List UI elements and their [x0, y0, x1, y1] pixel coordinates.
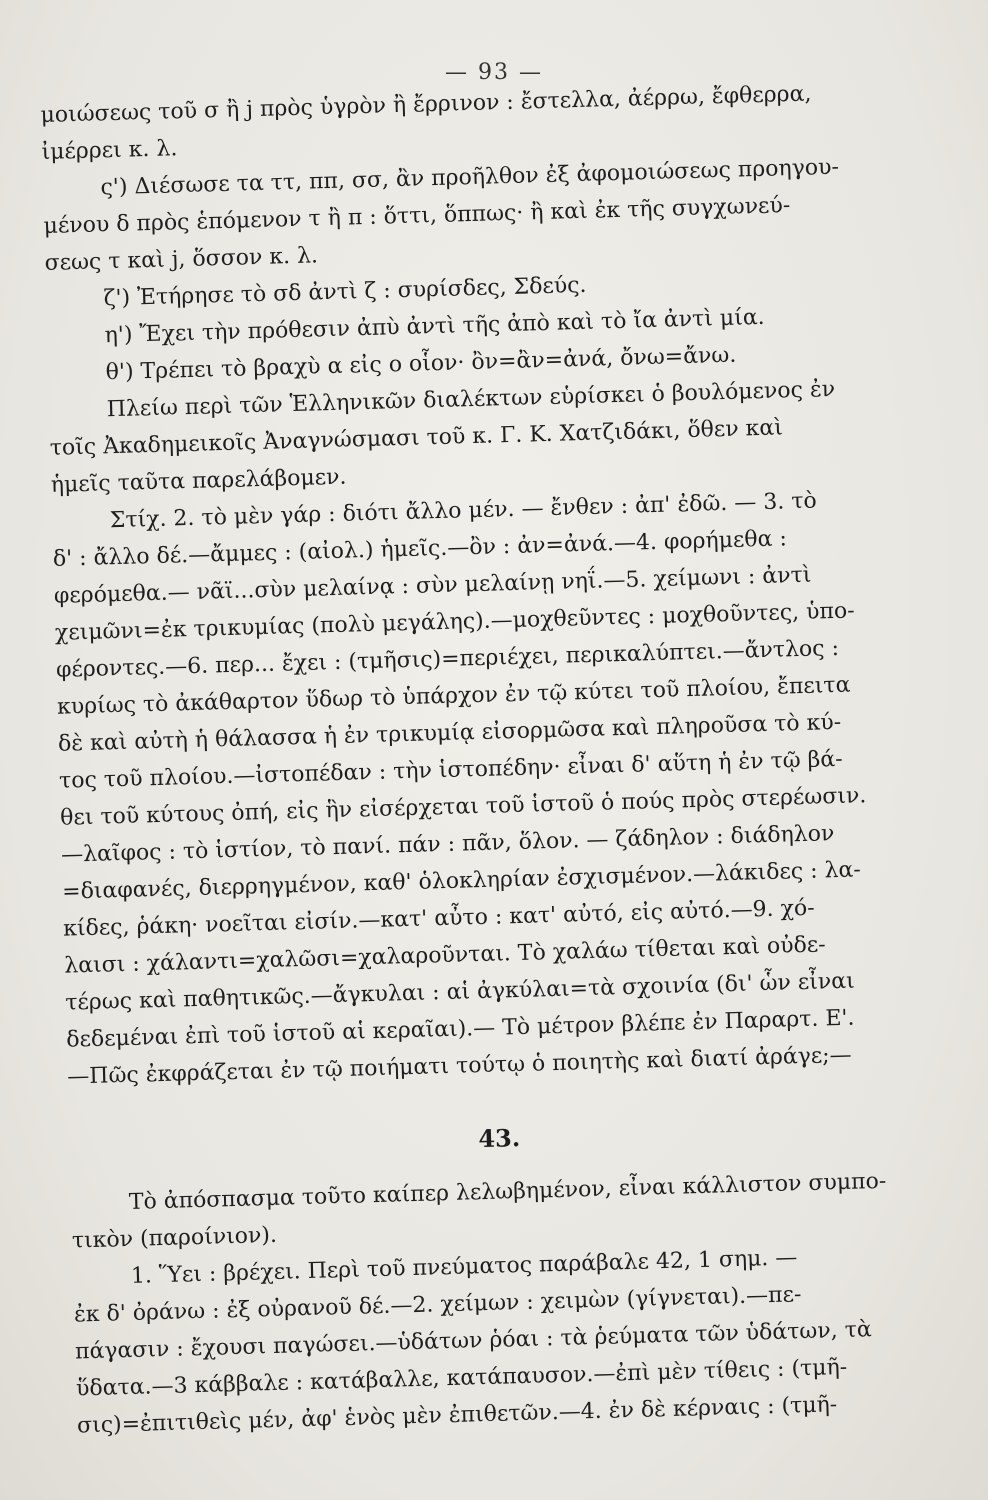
text-line: σεως τ καὶ j, ὅσσον κ. λ. — [44, 243, 319, 276]
text-line: δεδεμέναι ἐπὶ τοῦ ἱστοῦ αἱ κεραῖαι).— Τὸ μέτρον βλέπε ἐν Παραρτ. Ε'. — [65, 1005, 855, 1053]
text-line: ἡμεῖς ταῦτα παρελάβομεν. — [50, 464, 347, 498]
section-number: 43. — [477, 1123, 521, 1154]
text-line: δ' : ἄλλο δέ.—ἄμμες : (αἰολ.) ἡμεῖς.—ὂν : ἀν=ἀνά.—4. φορήμεθα : — [52, 526, 788, 572]
text-line: =διαφανές, διερρηγμένον, καθ' ὁλοκληρίαν ἐσχισμένον.—λάκιδες : λα- — [61, 857, 862, 905]
text-line: μένου δ πρὸς ἑπόμενον τ ἢ π : ὅττι, ὅππως· ἢ καὶ ἐκ τῆς συγχωνεύ- — [43, 193, 791, 239]
text-line: ς') Διέσωσε τα ττ, ππ, σσ, ἂν προῆλθον ἐξ ἀφομοιώσεως προηγου- — [100, 154, 840, 201]
text-line: μοιώσεως τοῦ σ ἢ j πρὸς ὑγρὸν ἢ ἔρρινον : ἔστελλα, ἀέρρω, ἔφθερρα, — [40, 81, 812, 128]
text-line: φέροντες.—6. περ... ἔχει : (τμῆσις)=περιέχει, περικαλύπτει.—ἄντλος : — [55, 635, 840, 683]
text-line: ἰμέρρει κ. λ. — [41, 136, 178, 165]
page-number: — 93 — — [445, 60, 543, 85]
text-line: θ') Τρέπει τὸ βραχὺ α εἰς ο οἷον· ὂν=ἂν=ἀνά, ὄνω=ἄνω. — [105, 342, 737, 386]
body-text — [40, 73, 937, 1444]
text-line: λαισι : χάλαντι=χαλῶσι=χαλαροῦνται. Τὸ χαλάω τίθεται καὶ οὐδε- — [63, 932, 826, 979]
text-line: Πλείω περὶ τῶν Ἑλληνικῶν διαλέκτων εὑρίσκει ὁ βουλόμενος ἐν — [106, 376, 836, 423]
text-line: —Πῶς ἐκφράζεται ἐν τῷ ποιήματι τούτῳ ὁ ποιητὴς καὶ διατί ἀράγε;— — [67, 1042, 852, 1090]
text-line: τέρως καὶ παθητικῶς.—ἄγκυλαι : αἱ ἀγκύλαι=τὰ σχοινία (δι' ὧν εἶναι — [64, 968, 856, 1016]
text-line: σις)=ἐπιτιθεὶς μέν, ἀφ' ἑνὸς μὲν ἐπιθετῶν.—4. ἐν δὲ κέρναις : (τμῆ- — [76, 1392, 838, 1439]
text-line: τικὸν (παροίνιον). — [71, 1222, 278, 1254]
text-line: ζ') Ἐτήρησε τὸ σδ ἀντὶ ζ : συρίσδες, Σδεύς. — [103, 272, 587, 312]
text-line: θει τοῦ κύτους ὀπή, εἰς ἣν εἰσέρχεται τοῦ ἱστοῦ ὁ πούς πρὸς στερέωσιν. — [59, 783, 867, 831]
text-line: κυρίως τὸ ἀκάθαρτον ὕδωρ τὸ ὑπάρχον ἐν τῷ κύτει τοῦ πλοίου, ἔπειτα — [56, 672, 851, 720]
text-line: τοῖς Ἀκαδημεικοῖς Ἀναγνώσμασι τοῦ κ. Γ. Κ. Χατζιδάκι, ὅθεν καὶ — [49, 415, 784, 461]
text-line: —λαῖφος : τὸ ἱστίον, τὸ πανί. πάν : πᾶν, ὅλον. — ζάδηλον : διάδηλον — [60, 821, 835, 868]
text-line: ὕδατα.—3 κάββαλε : κατάβαλλε, κατάπαυσον.—ἐπὶ μὲν τίθεις : (τμῆ- — [75, 1354, 848, 1402]
text-line: τος τοῦ πλοίου.—ἰστοπέδαν : τὴν ἱστοπέδην· εἶναι δ' αὕτη ἡ ἐν τῷ βά- — [58, 746, 843, 794]
text-line: πάγασιν : ἔχουσι παγώσει.—ὑδάτων ῥόαι : τὰ ῥεύματα τῶν ὑδάτων, τὰ — [74, 1317, 873, 1365]
text-line: Στίχ. 2. τὸ μὲν γάρ : διότι ἄλλο μέν. — ἔνθεν : ἀπ' ἐδῶ. — 3. τὸ — [109, 488, 818, 534]
text-line: χειμῶνι=ἐκ τρικυμίας (πολὺ μεγάλης).—μοχθεῦντες : μοχθοῦντες, ὑπο- — [54, 598, 855, 646]
text-line: η') Ἔχει τὴν πρόθεσιν ἀπὺ ἀντὶ τῆς ἀπὸ καὶ τὸ ἴα ἀντὶ μία. — [104, 304, 765, 349]
text-line: Τὸ ἀπόσπασμα τοῦτο καίπερ λελωβημένον, εἶναι κάλλιστον συμπο- — [128, 1168, 887, 1215]
text-line: φερόμεθα.— νᾶϊ...σὺν μελαίνᾳ : σὺν μελαίνῃ νηΐ.—5. χείμωνι : ἀντὶ — [53, 562, 812, 609]
text-line: δὲ καὶ αὐτὴ ἡ θάλασσα ἡ ἐν τρικυμίᾳ εἰσορμῶσα καὶ πληροῦσα τὸ κύ- — [57, 709, 842, 757]
text-line: κίδες, ῥάκη· νοεῖται εἰσίν.—κατ' αὖτο : κατ' αὐτό, εἰς αὐτό.—9. χό- — [62, 895, 815, 942]
text-line: ἐκ δ' ὀράνω : ἐξ οὐρανοῦ δέ.—2. χείμων : χειμὼν (γίγνεται).—πε- — [73, 1282, 802, 1328]
text-line: 1. Ὕει : βρέχει. Περὶ τοῦ πνεύματος παράβαλε 42, 1 σημ. — — [130, 1245, 798, 1289]
